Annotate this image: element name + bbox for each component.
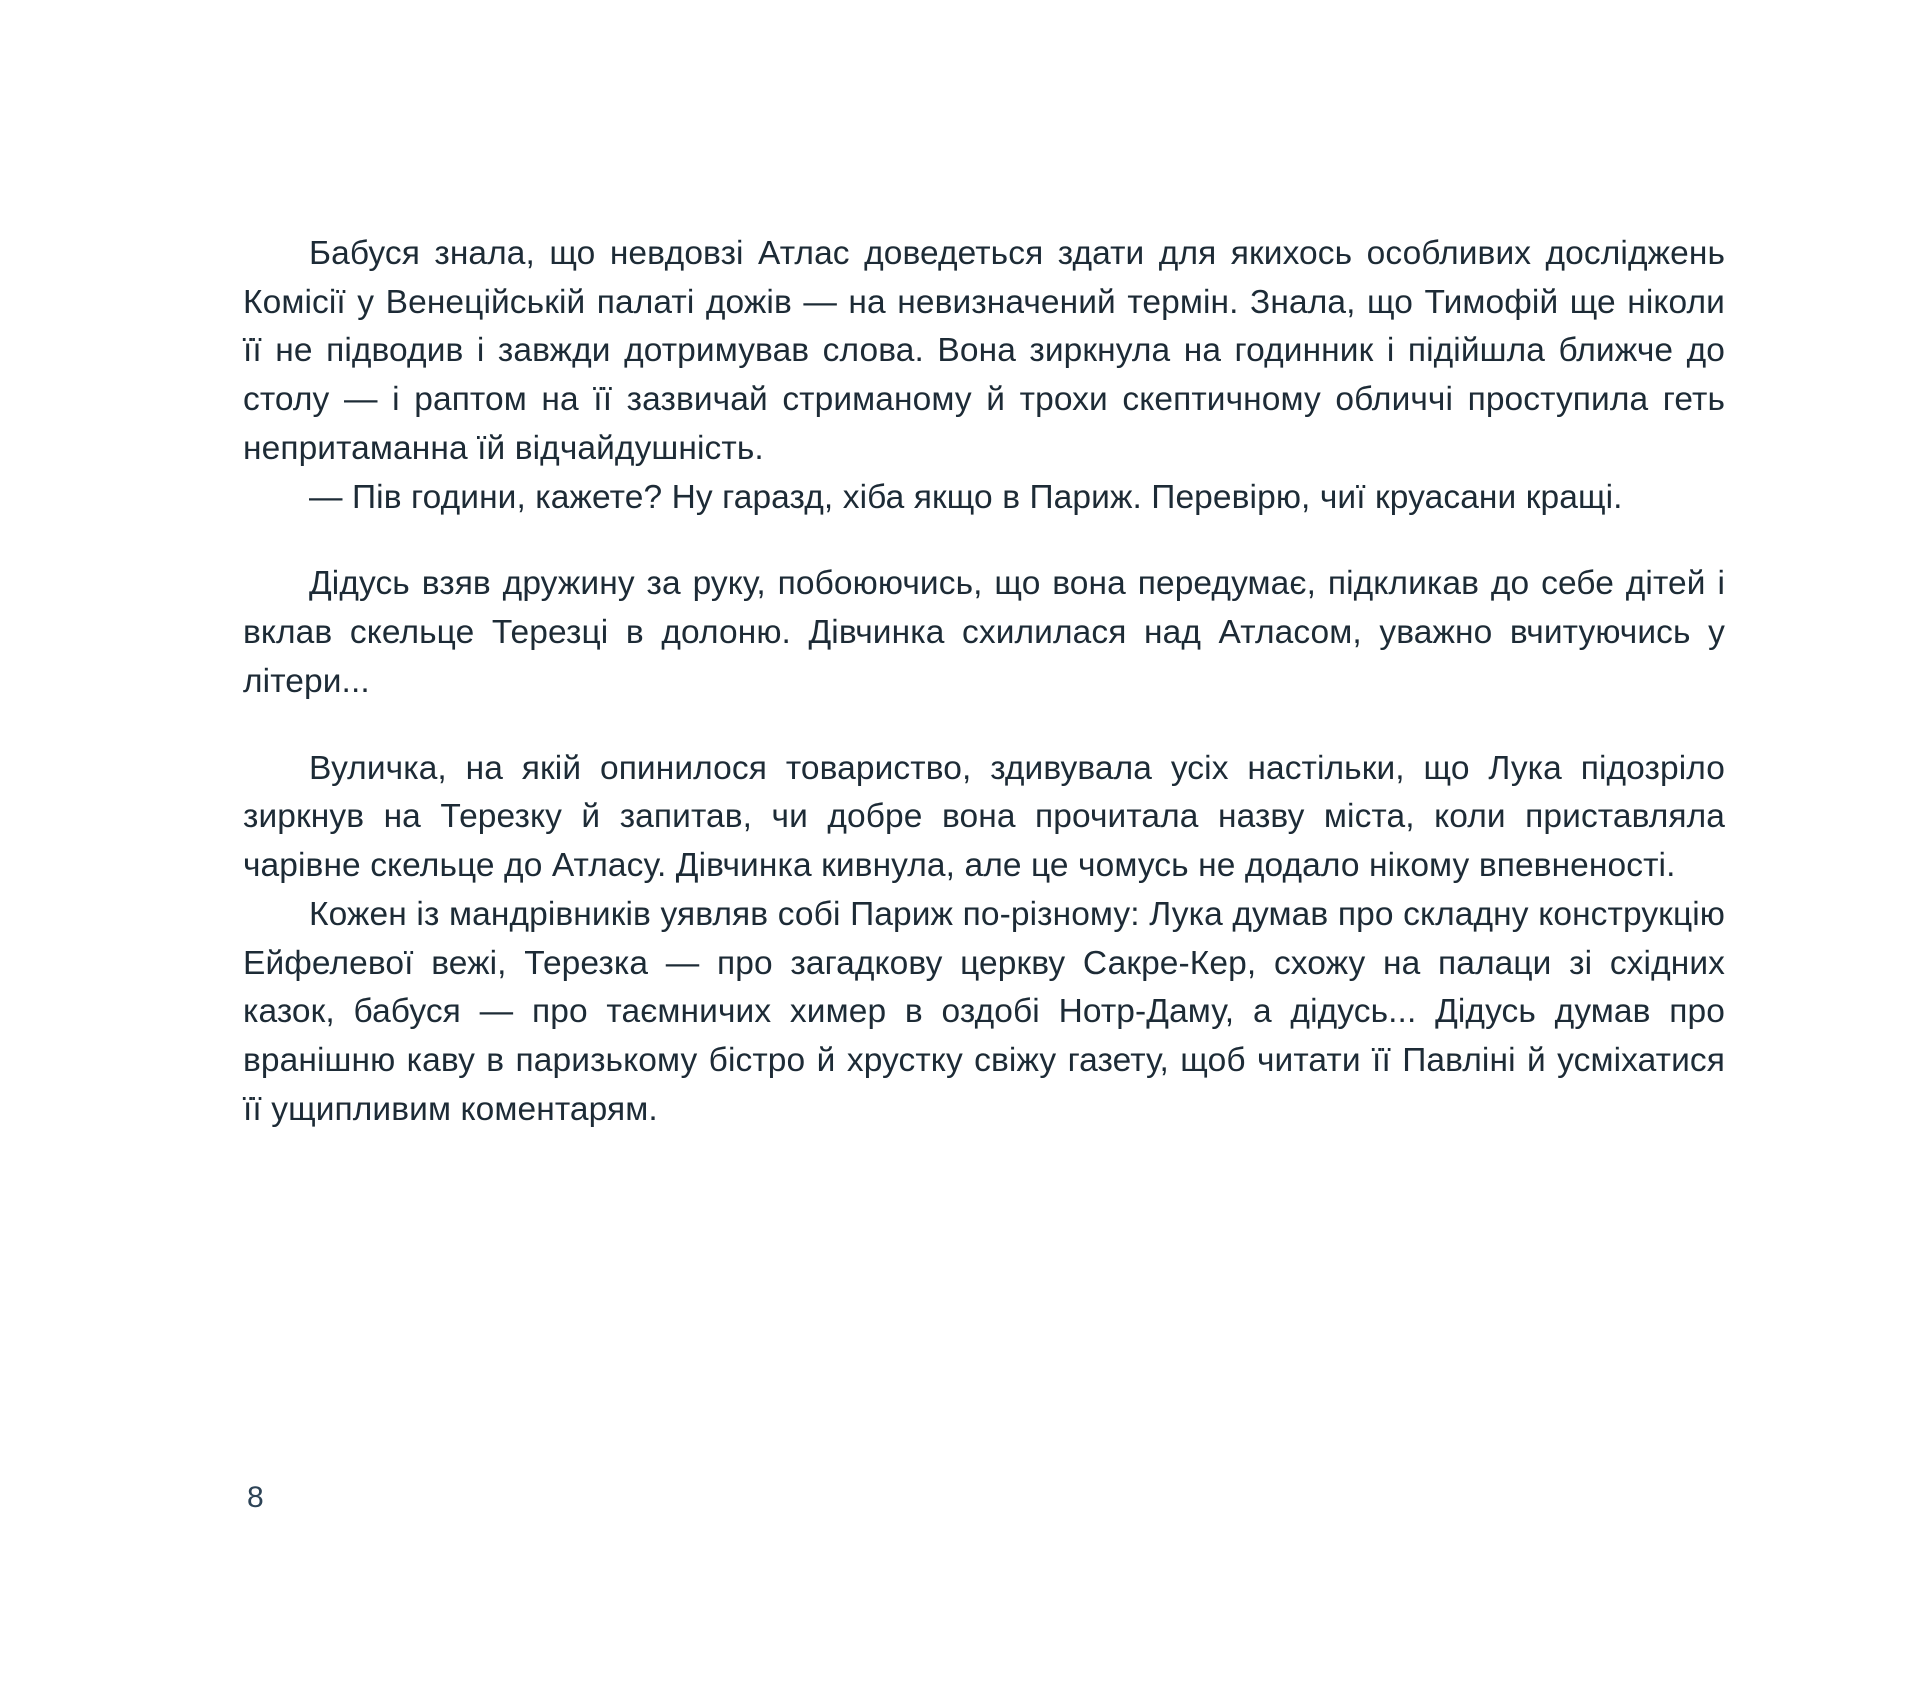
body-text-column (243, 230, 1725, 1134)
paragraph: Кожен із мандрівників уявляв собі Париж по-різному: Лука думав про складну конструкцію Ейфелевої вежі, Терезка — про загадкову церкву Сакре-Кер, схожу на палаци зі східних казок, бабуся — про таємничих химер в оздобі Нотр-Даму, а дідусь... Дідусь думав про вранішню каву в паризькому бістро й хрустку свіжу газету, щоб читати її Павліні й усміхатися її ущипливим коментарям. (243, 895, 1725, 1128)
paragraph: — Пів години, кажете? Ну гаразд, хіба якщо в Париж. Перевірю, чиї круасани кращі. (309, 478, 1623, 516)
paragraph: Вуличка, на якій опинилося товариство, здивувала усіх настільки, що Лука підозріло зиркнув на Терезку й запитав, чи добре вона прочитала назву міста, коли приставляла чарівне скельце до Атласу. Дівчинка кивнула, але це чомусь не додало нікому впевненості. (243, 749, 1725, 885)
paragraph: Бабуся знала, що невдовзі Атлас доведеться здати для якихось особливих досліджень Комісії у Венеційській палаті дожів — на невизначений термін. Знала, що Тимофій ще ніколи її не підводив і завжди дотримував слова. Вона зиркнула на годинник і підійшла ближче до столу — і раптом на її зазвичай стриманому й трохи скептичному обличчі проступила геть непритаманна їй відчайдушність. (243, 235, 1725, 467)
paragraph: Дідусь взяв дружину за руку, побоюючись, що вона передумає, підкликав до себе дітей і вклав скельце Терезці в долоню. Дівчинка схилилася над Атласом, уважно вчитуючись у літери... (243, 565, 1725, 700)
page-number: 8 (247, 1481, 264, 1514)
